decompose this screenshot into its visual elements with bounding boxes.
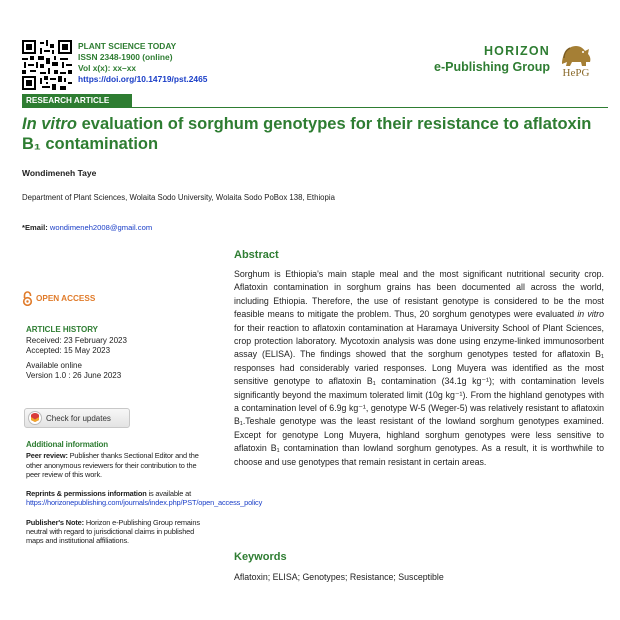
peer-review-label: Peer review: [26, 451, 68, 461]
open-access-badge [22, 290, 95, 306]
publisher-name [420, 44, 550, 75]
history-available: Available online [26, 360, 82, 370]
journal-volume: Vol x(x): xx–xx [78, 63, 137, 73]
reprints-link[interactable]: https://horizonepublishing.com/journals/index.php/PST/open_access_policy [26, 498, 263, 508]
peer-review-note [26, 451, 206, 479]
additional-heading: Additional information [26, 440, 109, 449]
qr-code-icon [22, 40, 72, 90]
abstract-part2: for their reaction to aflatoxin contamination at Haramaya University School of Plant Sciences, crop protection laboratory. Mycotoxin analysis was done using enzyme-linked immunosorbent assay (ELISA). The findings showed that the sorghum genotypes tested for aflatoxin B₁ responses had considerably varied responses. Long Muyera was identified as the most sensitive genotype to aflatoxin B₁ contamination (34.1g kg⁻¹); with contamination levels significantly beyond the maximum tolerated limit (10g kg⁻¹). From the highland genotypes with a contamination level of 6.9g kg⁻¹, genotype W-5 (Weger-5) was relatively resistant to aflatoxin B₁.Teshale genotype was the least resistant of the lowland sorghum genotypes examined. Except for genotype Long Muyera, highland sorghum genotypes were less sensitive to aflatoxin B₁ contamination than lowland sorghum genotypes. As a result, it is worthwhile to choose and use genotypes that remain resistant in certain areas. [234, 322, 604, 467]
publisher-note [26, 518, 206, 546]
corresponding-email [22, 223, 152, 232]
journal-info [78, 41, 207, 85]
publisher-note-text: Horizon e-Publishing Group remains neutral with regard to jurisdictional claims in published maps and institutional affiliations. [26, 517, 200, 546]
reprints-label: Reprints & permissions information [26, 489, 147, 499]
doi-link[interactable]: https://doi.org/10.14719/pst.2465 [78, 74, 208, 84]
article-history [26, 325, 127, 382]
open-access-lock-icon [22, 291, 33, 306]
reprints-text: is available at [146, 489, 191, 499]
reprints-note [26, 489, 263, 508]
publisher-note-label: Publisher's Note: [26, 517, 84, 527]
peer-review-text: Publisher thanks Sectional Editor and the other anonymous reviewers for their contribution to the peer review of this work. [26, 451, 199, 479]
keywords-list: Aflatoxin; ELISA; Genotypes; Resistance; Susceptible [234, 572, 444, 582]
check-for-updates-label: Check for updates [46, 413, 111, 423]
author-name: Wondimeneh Taye [22, 168, 97, 178]
keywords-heading: Keywords [234, 551, 287, 563]
abstract-body [234, 268, 604, 469]
abstract-part1: Sorghum is Ethiopia's main staple meal and the most significant nutritional security crop. Aflatoxin contamination in sorghum grains has been documented all across the world, including Ethiopia. Therefore, the use of resistant genotype is considered to be the most feasible means to mitigate the problem. Thus, 20 sorghum genotypes were evaluated [234, 269, 604, 320]
check-for-updates-icon [28, 411, 42, 425]
journal-name: PLANT SCIENCE TODAY [78, 41, 177, 51]
check-for-updates-button[interactable] [24, 408, 130, 428]
article-type-band: RESEARCH ARTICLE [22, 94, 132, 108]
history-received: Received: 23 February 2023 [26, 335, 127, 345]
publisher-line1: HORIZON [483, 44, 550, 58]
abstract-heading: Abstract [234, 249, 279, 261]
publisher-logo-text: HePG [562, 67, 590, 79]
article-title [22, 114, 612, 154]
header-rule [132, 107, 608, 108]
title-rest: evaluation of sorghum genotypes for their resistance to aflatoxin B₁ contamination [22, 115, 592, 153]
history-version: Version 1.0 : 26 June 2023 [26, 371, 122, 380]
open-access-label: OPEN ACCESS [36, 293, 96, 303]
title-italic: In vitro [22, 115, 78, 133]
additional-information [26, 440, 263, 556]
publisher-line2: e-Publishing Group [434, 60, 550, 74]
abstract-italic: in vitro [577, 309, 604, 320]
history-heading: ARTICLE HISTORY [26, 325, 99, 334]
journal-issn: ISSN 2348-1900 (online) [78, 52, 173, 62]
email-link[interactable]: wondimeneh2008@gmail.com [49, 223, 153, 232]
email-label: *Email: [22, 223, 48, 232]
affiliation: Department of Plant Sciences, Wolaita Sodo University, Wolaita Sodo PoBox 138, Ethiopia [22, 193, 335, 202]
history-accepted: Accepted: 15 May 2023 [26, 346, 111, 355]
